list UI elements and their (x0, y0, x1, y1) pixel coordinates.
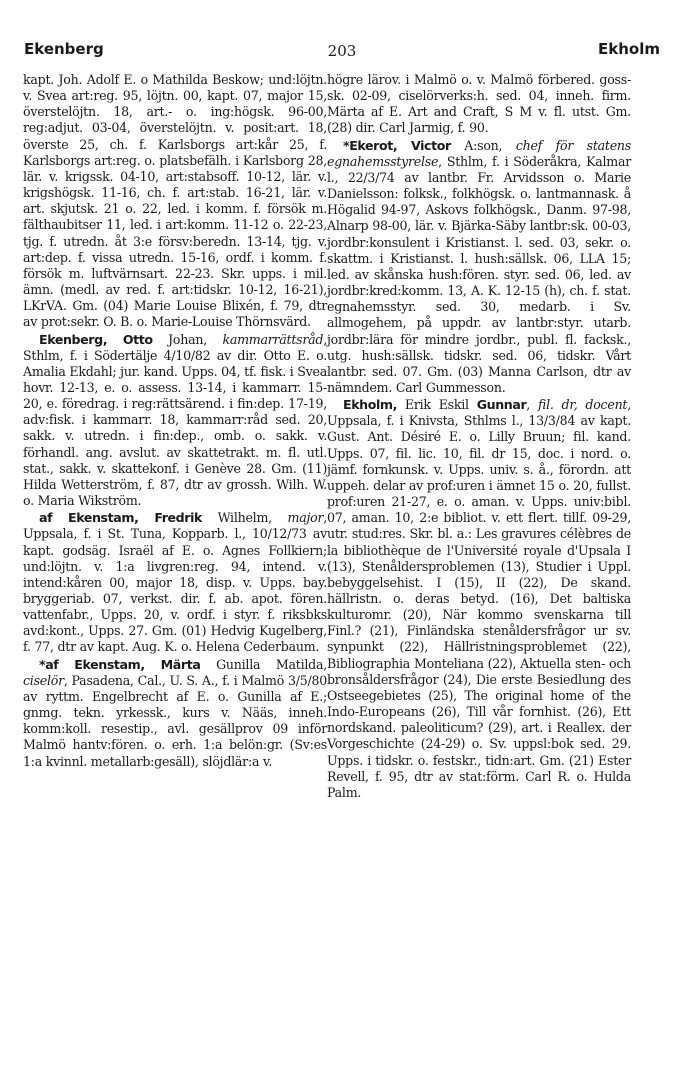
running-head-left: Ekenberg (24, 40, 104, 58)
entry-ekenstam-marta (23, 657, 327, 770)
entry-given-names: Johan, (152, 331, 223, 347)
entry-given-names: Wilhelm, (201, 510, 288, 526)
entry-continuation (327, 72, 631, 137)
entry-title: chef för statens egnahemsstyrelse (327, 137, 631, 169)
entry-given-names: Gunilla Matilda, (200, 656, 327, 672)
entry-title: fil. dr, docent (537, 397, 628, 413)
page-number: 203 (327, 42, 357, 60)
entry-ekenstam-fredrik (23, 510, 327, 655)
entry-text: , Sthlm, f. i Söderåkra, Kalmar l., 22/3/74 av lantbr. Fr. Arvidsson o. Marie Danielsson: folksk., folkhögsk. o. lantmannask. å Högalid 94-97, Askovs folkhögsk., Danm. 97-98, Alnarp 98-00, lär. v. Bjärka-Säby lantbr:sk. 00-03, jordbr:konsulent i Kristianst. l. sed. 03, sekr. o. skattm. i Kristianst. l. hush:sällsk. 06, LLA 15; led. av skånska hush:fören. styr. sed. 06, led. av jordbr:kred:komm. 13, A. K. 12-15 (h), ch. f. stat. egnahemsstyr. sed. 30, medarb. i Sv. allmogehem, på uppdr. av lantbr:styr. utarb. jordbr:lära för mindre jordbr., publ. fl. facksk., utg. hush:sällsk. tidskr. sed. 06, tidskr. Vårt lantbr. sed. 07. Gm. (03) Manna Carlson, dtr av nämndem. Carl Gummesson. (327, 153, 631, 395)
entry-marker: * (39, 656, 46, 672)
entry-continuation (23, 72, 327, 331)
entry-text: , Uppsala, f. i Knivsta, Sthlms l., 13/3/84 av kapt. Gust. Ant. Désiré E. o. Lilly Bruun; fil. kand. Upps. 07, fil. lic. 10, fil. dr 15, doc. i nord. o. jämf. fornkunsk. v. Upps. univ. s. å., förordn. att uppeh. delar av prof:uren i ämnet 15 o. 20, fullst. prof:uren 21-27, e. o. aman. v. Upps. univ:bibl. 07, aman. 10, 2:e bibliot. v. ett flert. tillf. 09-29, utr. stud:res. Skr. bl. a.: Les gravures célèbres de la bibliothèque de l'Université royale d'Upsala I (13), Stenåldersproblemen (13), Studier i Uppl. bebyggelsehist. I (15), II (22), De skand. hällristn. o. deras betyd. (16), Det baltiska kulturomr. (20), När kommo svenskarna till Finl.? (21), Finländska stenåldersfrågor ur sv. synpunkt (22), Hällristningsproblemet (22), Bibliographia Monteliana (22), Aktuella sten- och bronsåldersfrågor (24), Die erste Besiedlung des Ostseegebietes (25), The original home of the Indo-Europeans (26), Till vår fornhist. (26), Ett nordskand. paleoliticum? (29), art. i Reallex. der Vorgeschichte (24-29) o. Sv. uppsl:bok sed. 29. Upps. i tidskr. o. festskr., tidn:art. Gm. (21) Ester Revell, f. 95, dtr av stat:förm. Carl R. o. Hulda Palm. (327, 397, 632, 800)
entry-name: Ekholm, (343, 397, 398, 413)
entry-ekenberg-otto (23, 332, 327, 510)
entry-ekerot-victor (327, 138, 631, 397)
entry-title: ciselör (23, 672, 64, 688)
entry-given-names: A:son, (450, 137, 516, 153)
entry-marker: * (343, 137, 350, 153)
entry-title: major (287, 510, 324, 526)
entry-text: högre lärov. i Malmö o. v. Malmö förbered. goss-sk. 02-09, ciselörverks:h. sed. 04, inneh. firm. Märta af E. Art and Craft, S M v. fl. utst. Gm. (28) dir. Carl Jarmig, f. 90. (327, 72, 631, 136)
page-header (24, 40, 660, 64)
right-column (327, 72, 631, 802)
entry-name: Ekerot, Victor (349, 137, 451, 153)
entry-text: , Uppsala, f. i St. Tuna, Kopparb. l., 10/12/73 av kapt. godsäg. Israël af E. o. Agnes Follkiern; und:löjtn. v. 1:a livgren:reg. 94, intend. v. intend:kåren 00, major 18, disp. v. Upps. bay. bryggeriab. 07, verkst. dir. f. ab. apot. fören. vattenfabr., Upps. 20, v. ordf. i styr. f. riksbks avd:kont., Upps. 27. Gm. (01) Hedvig Kugelberg, f. 77, dtr av kapt. Aug. K. o. Helena Cederbaum. (23, 510, 327, 655)
entry-name: af Ekenstam, Märta (45, 656, 201, 672)
running-head-right: Ekholm (598, 40, 660, 58)
entry-text: kapt. Joh. Adolf E. o Mathilda Beskow; und:löjtn. v. Svea art:reg. 95, löjtn. 00, kapt. 07, major 15, överstelöjtn. 18, art.- o. ing:högsk. 96-00, reg:adjut. 03-04, överstelöjtn. v. posit:art. 18, överste 25, ch. f. Karlsborgs art:kår 25, f. Karlsborgs art:reg. o. platsbefälh. i Karlsborg 28, lär. v. krigssk. 04-10, art:stabsoff. 10-12, lär. v. krigshögsk. 11-16, ch. f. art:stab. 16-21, lär. v. art. skjutsk. 21 o. 22, led. i komm. f. försök m. fälthaubitser 11, led. i art:komm. 11-12 o. 22-23, tjg. f. utredn. åt 3:e försv:beredn. 13-14, tjg. v. art:dep. f. vissa utredn. 15-16, ordf. i komm. f. försök m. luftvärnsart. 22-23. Skr. upps. i mil. ämn. (medl. av red. f. art:tidskr. 10-12, 16-21), LKrVA. Gm. (04) Marie Louise Blixén, f. 79, dtr av prot:sekr. O. B. o. Marie-Louise Thörnsvärd. (23, 72, 327, 330)
entry-called-name: Gunnar (476, 397, 527, 413)
entry-ekholm-gunnar: Ekholm, Erik Eskil Gunnar, fil. dr, docent, Uppsala, f. i Knivsta, Sthlms l., 13/3/84 av kapt. Gust. Ant. Désiré E. o. Lilly Bruun; fil. kand. Upps. 07, fil. lic. 10, fil. dr 15, doc. i nord. o. jämf. fornkunsk. v. Upps. univ. s. å., förordn. att uppeh. delar av prof:uren i ämnet 15 o. 20, fullst. prof:uren 21-27, e. o. aman. v. Upps. univ:bibl. 07, aman. 10, 2:e bibliot. v. ett flert. tillf. 09-29, utr. stud:res. Skr. bl. a.: Les gravures célèbres de la bibliothèque de l'Université royale d'Upsala I (13), Stenåldersproblemen (13), Studier i Uppl. bebyggelsehist. I (15), II (22), De skand. hällristn. o. deras betyd. (16), Det baltiska kulturomr. (20), När kommo svenskarna till Finl.? (21), Finländska stenåldersfrågor ur sv. synpunkt (22), Hällristningsproblemet (22), Bibliographia Monteliana (22), Aktuella sten- och bronsåldersfrågor (24), Die erste Besiedlung des Ostseegebietes (25), The original home of the Indo-Europeans (26), Till vår fornhist. (26), Ett nordskand. paleoliticum? (29), art. i Reallex. der Vorgeschichte (24-29) o. Sv. uppsl:bok sed. 29. Upps. i tidskr. o. festskr., tidn:art. Gm. (21) Ester Revell, f. 95, dtr av stat:förm. Carl R. o. Hulda Palm. (327, 397, 632, 800)
entry-name: Ekenberg, Otto (39, 331, 153, 347)
entry-given-names: Erik Eskil (397, 397, 477, 413)
entry-title: kammarrättsråd (222, 331, 324, 347)
left-column (23, 72, 327, 771)
entry-text: , Sthlm, f. i Södertälje 4/10/82 av dir. Otto E. o. Amalia Ekdahl; jur. kand. Upps. 04, tf. fisk. i Svea hovr. 12-13, e. o. assess. 13-14, i kammarr. 15-20, e. föredrag. i reg:rättsärend. i fin:dep. 17-19, adv:fisk. i kammarr. 18, kammarr:råd sed. 20, sakk. v. utredn. i fin:dep., omb. o. sakk. v. förhandl. ang. avslut. av skattetrakt. m. fl. utl. stat., sakk. v. skattekonf. i Genève 28. Gm. (11) Hilda Wetterström, f. 87, dtr av grossh. Wilh. W. o. Maria Wikström. (23, 331, 327, 509)
entry-text: , Pasadena, Cal., U. S. A., f. i Malmö 3/5/80 av ryttm. Engelbrecht af E. o. Gunilla af E.; gnmg. tekn. yrkessk., kurs v. Nääs, inneh. komm:koll. resestip., avl. gesällprov 09 inför Malmö hantv:fören. o. erh. 1:a belön:gr. (Sv:es 1:a kvinnl. metallarb:gesäll), slöjdlär:a v. (23, 672, 327, 769)
entry-name: af Ekenstam, Fredrik (39, 510, 202, 526)
